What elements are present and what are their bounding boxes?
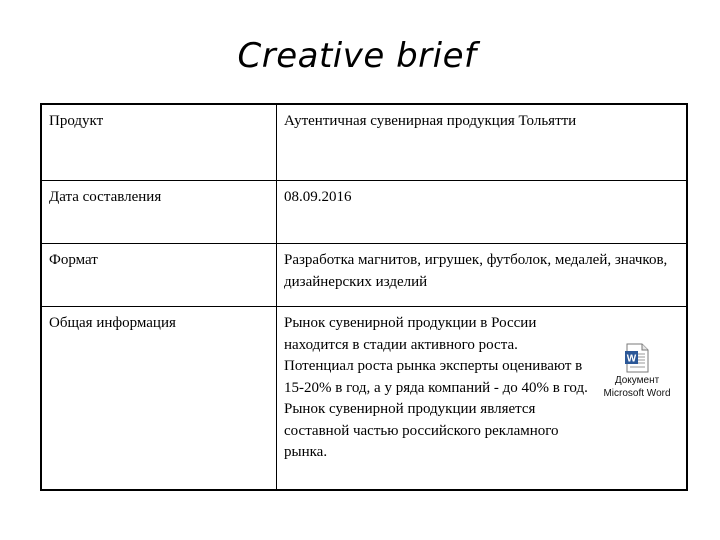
row-label-date: Дата составления	[41, 181, 277, 244]
row-value-product: Аутентичная сувенирная продукция Тольятти	[277, 104, 688, 181]
row-value-date: 08.09.2016	[277, 181, 688, 244]
row-value-format: Разработка магнитов, игрушек, футболок, медалей, значков, дизайнерских изделий	[277, 244, 688, 307]
row-value-general-info-cell	[277, 307, 688, 491]
slide-title: Creative brief	[237, 36, 477, 76]
row-label-format: Формат	[41, 244, 277, 307]
brief-table	[40, 103, 688, 491]
svg-text:W: W	[626, 353, 637, 365]
word-caption-line1: Документ	[614, 375, 660, 386]
embedded-word-document[interactable]	[602, 343, 672, 399]
row-value-general-info: Рынок сувенирной продукции в России находится в стадии активного роста. Потенциал роста рынка эксперты оценивают в 15-20% в год, а у ряда компаний - до 40% в год. Рынок сувенирной продукции является составной частью российского рекламного рынка.	[284, 315, 588, 460]
table-row	[41, 104, 687, 181]
table-row	[41, 307, 687, 491]
row-label-product: Продукт	[41, 104, 277, 181]
word-caption-line2: Microsoft Word	[603, 388, 671, 399]
word-document-icon	[624, 343, 650, 373]
table-row	[41, 181, 687, 244]
table-row	[41, 244, 687, 307]
row-label-general-info: Общая информация	[41, 307, 277, 491]
